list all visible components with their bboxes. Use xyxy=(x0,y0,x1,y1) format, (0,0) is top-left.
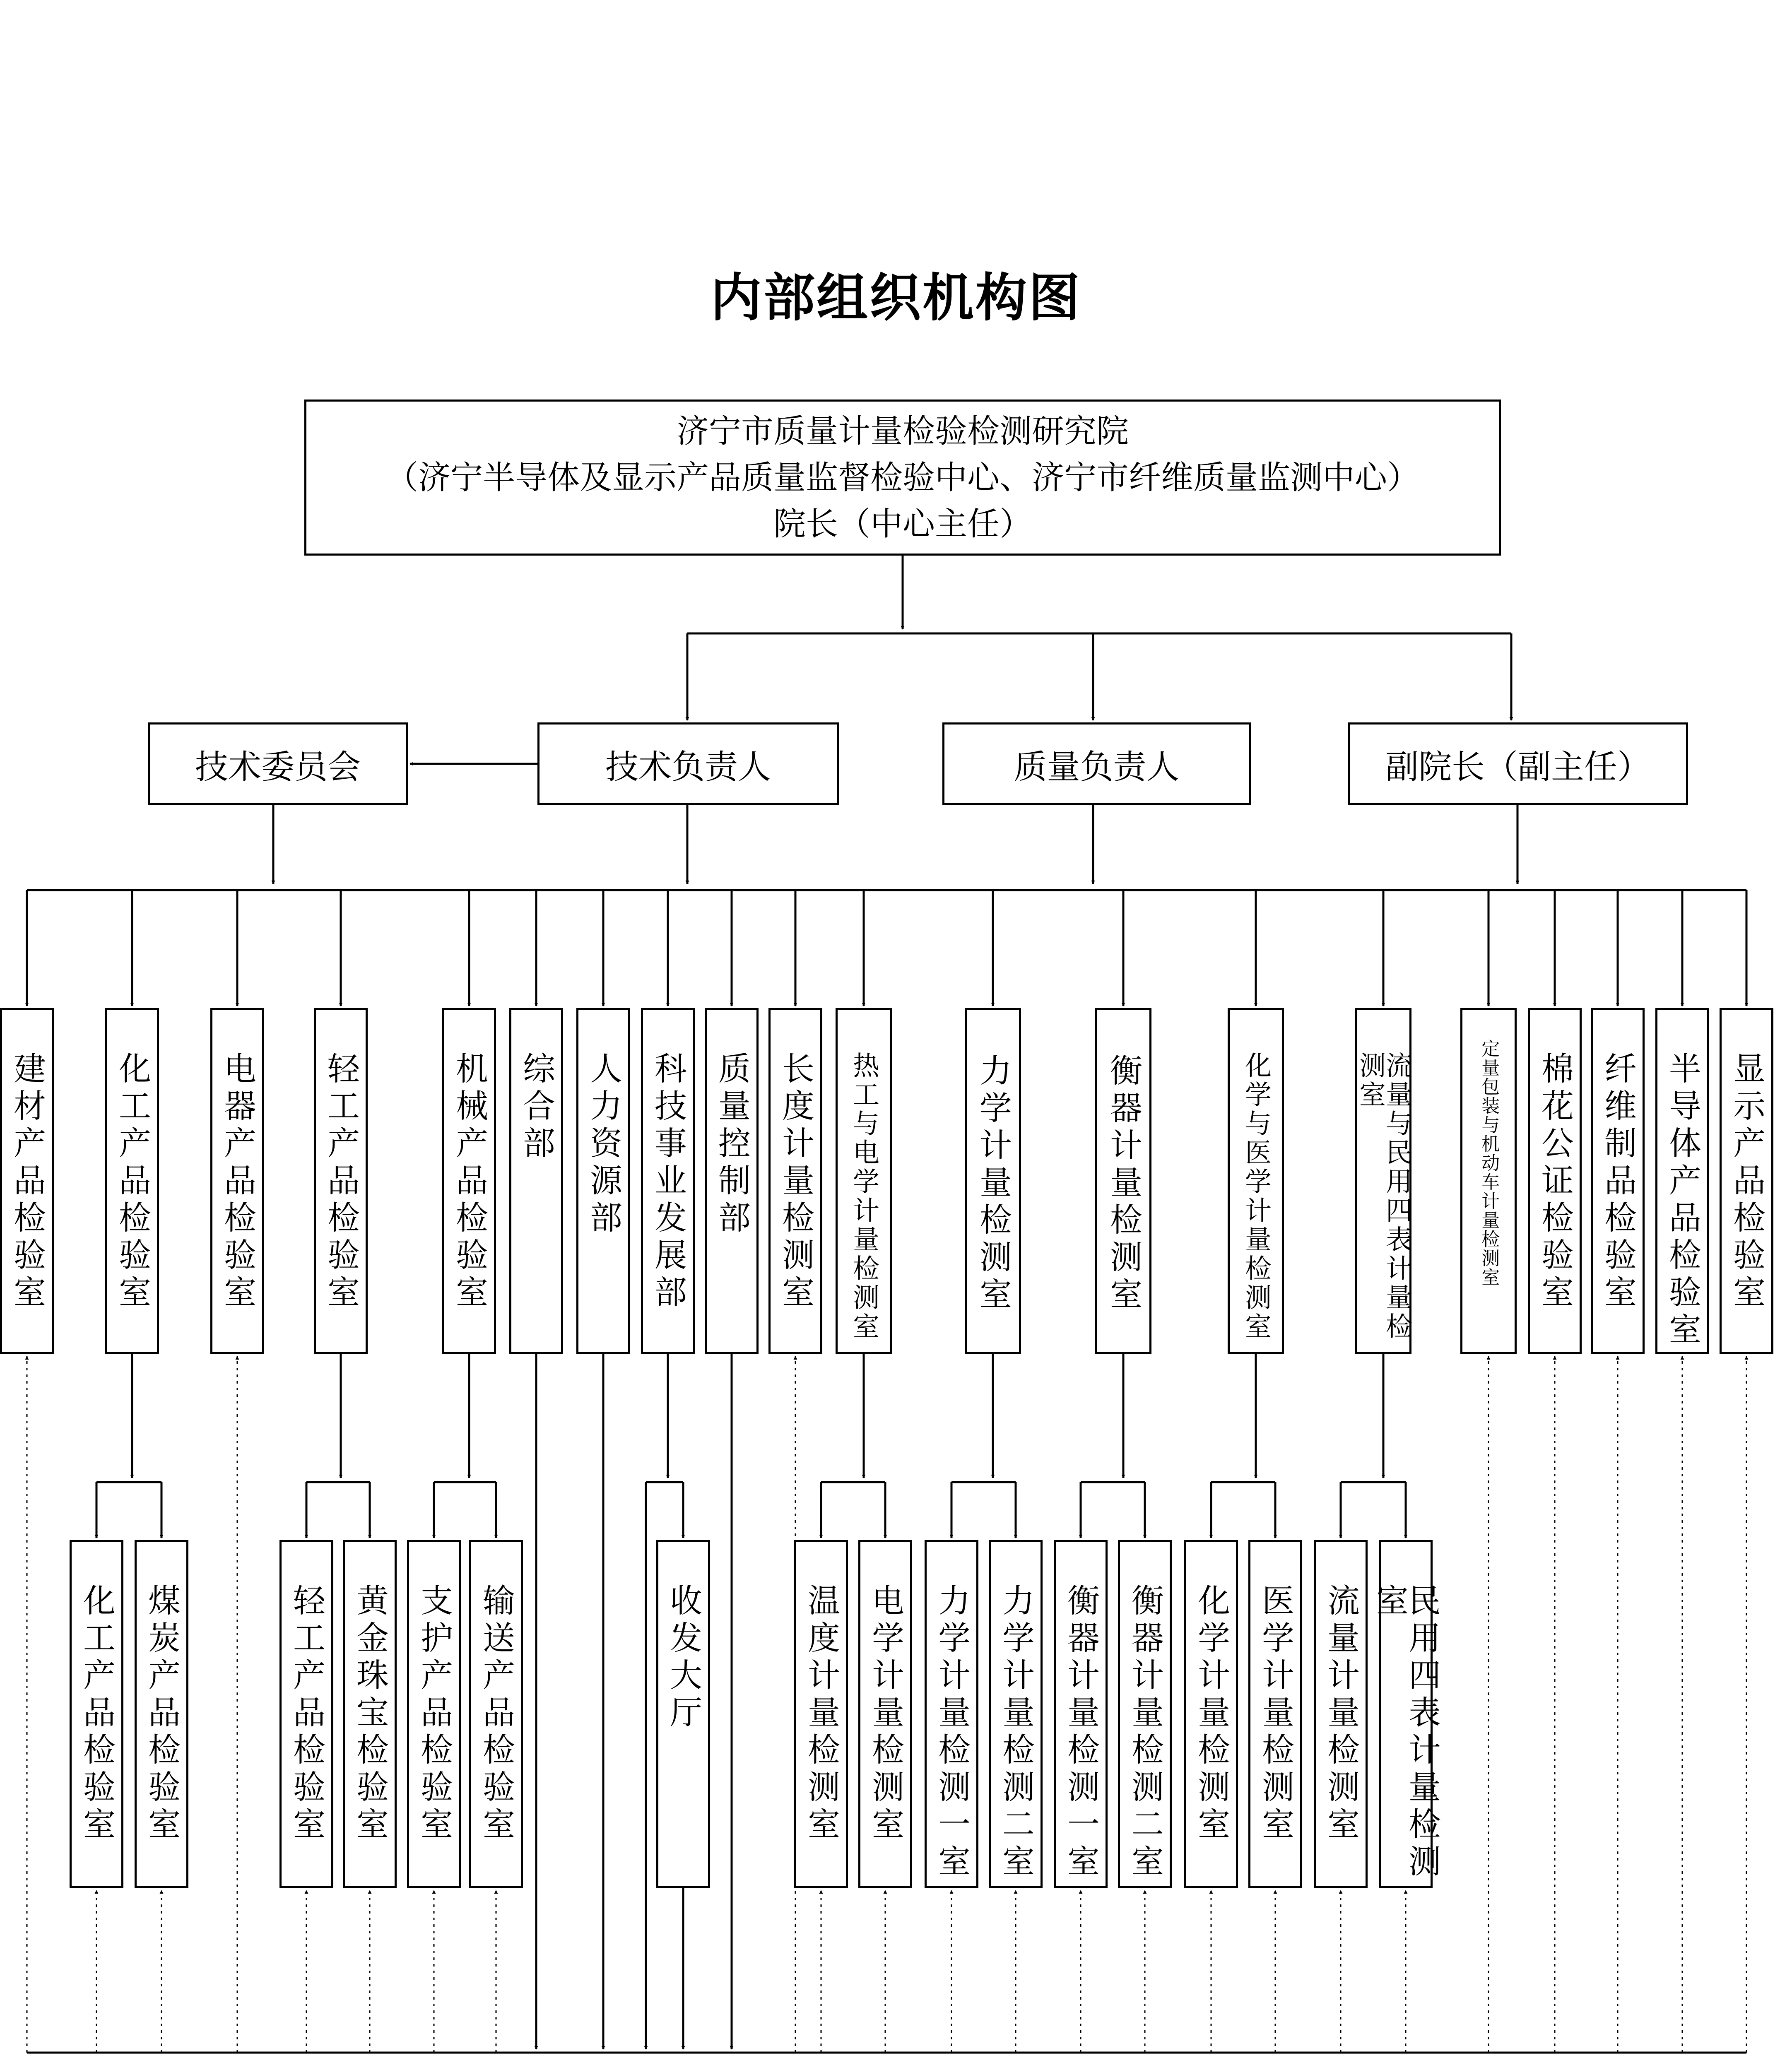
sub-unit-box-label: 支护产品检验室 xyxy=(415,1584,453,1844)
department-box-label: 人力资源部 xyxy=(585,1052,622,1238)
sub-unit-box-label: 温度计量检测室 xyxy=(802,1584,840,1844)
department-box-label: 半导体产品检验室 xyxy=(1664,1052,1701,1350)
sub-unit-box-label: 衡器计量检测一室 xyxy=(1062,1584,1099,1882)
sub-unit-box-label: 医学计量检测室 xyxy=(1257,1584,1294,1844)
institute-alias: （济宁半导体及显示产品质量监督检验中心、济宁市纤维质量监测中心） xyxy=(385,459,1419,496)
page-title: 内部组织机构图 xyxy=(710,268,1081,328)
sub-unit-box-label: 力学计量检测二室 xyxy=(997,1584,1034,1882)
department-box-label: 电器产品检验室 xyxy=(219,1052,256,1312)
sub-unit-box-label: 衡器计量检测二室 xyxy=(1126,1584,1163,1882)
department-box-label: 流量与民用四表计量检测室 xyxy=(1355,1052,1412,1341)
sub-unit-box-label: 化工产品检验室 xyxy=(78,1584,115,1844)
department-box-label: 纤维制品检验室 xyxy=(1599,1052,1636,1312)
department-box-label: 综合部 xyxy=(518,1052,555,1163)
department-box-label: 衡器计量检测室 xyxy=(1105,1054,1142,1314)
sub-unit-box-label: 轻工产品检验室 xyxy=(288,1584,325,1844)
vice-president-box: 副院长（副主任） xyxy=(1348,722,1688,805)
quality-lead-box: 质量负责人 xyxy=(942,722,1251,805)
department-box-label: 显示产品检验室 xyxy=(1728,1052,1765,1312)
department-box-label: 力学计量检测室 xyxy=(974,1054,1012,1314)
sub-unit-box-label: 煤炭产品检验室 xyxy=(143,1584,180,1844)
sub-unit-box-label: 流量计量检测室 xyxy=(1322,1584,1359,1844)
department-box-label: 定量包装与机动车计量检测室 xyxy=(1478,1039,1500,1287)
sub-unit-box-label: 化学计量检测室 xyxy=(1192,1584,1230,1844)
department-box-label: 热工与电学计量检测室 xyxy=(848,1052,879,1341)
sub-unit-box-label: 民用四表计量检测室 xyxy=(1371,1584,1440,1882)
tech-committee-box: 技术委员会 xyxy=(148,722,408,805)
sub-unit-box-label: 电学计量检测室 xyxy=(867,1584,904,1844)
sub-unit-box-label: 黄金珠宝检验室 xyxy=(351,1584,388,1844)
department-box-label: 长度计量检测室 xyxy=(777,1052,814,1312)
department-box-label: 质量控制部 xyxy=(713,1052,750,1238)
department-box-label: 轻工产品检验室 xyxy=(322,1052,359,1312)
sub-unit-box-label: 力学计量检测一室 xyxy=(933,1584,970,1882)
president-title: 院长（中心主任） xyxy=(773,505,1032,543)
department-box-label: 建材产品检验室 xyxy=(8,1052,46,1312)
department-box-label: 科技事业发展部 xyxy=(649,1052,686,1312)
tech-lead-box: 技术负责人 xyxy=(537,722,839,805)
sub-unit-box-label: 收发大厅 xyxy=(665,1584,702,1733)
department-box-label: 化工产品检验室 xyxy=(113,1052,151,1312)
department-box-label: 棉花公证检验室 xyxy=(1536,1052,1573,1312)
sub-unit-box-label: 输送产品检验室 xyxy=(477,1584,515,1844)
department-box-label: 机械产品检验室 xyxy=(450,1052,488,1312)
department-box-label: 化学与医学计量检测室 xyxy=(1240,1052,1271,1341)
institute-name: 济宁市质量计量检验检测研究院 xyxy=(676,412,1129,450)
